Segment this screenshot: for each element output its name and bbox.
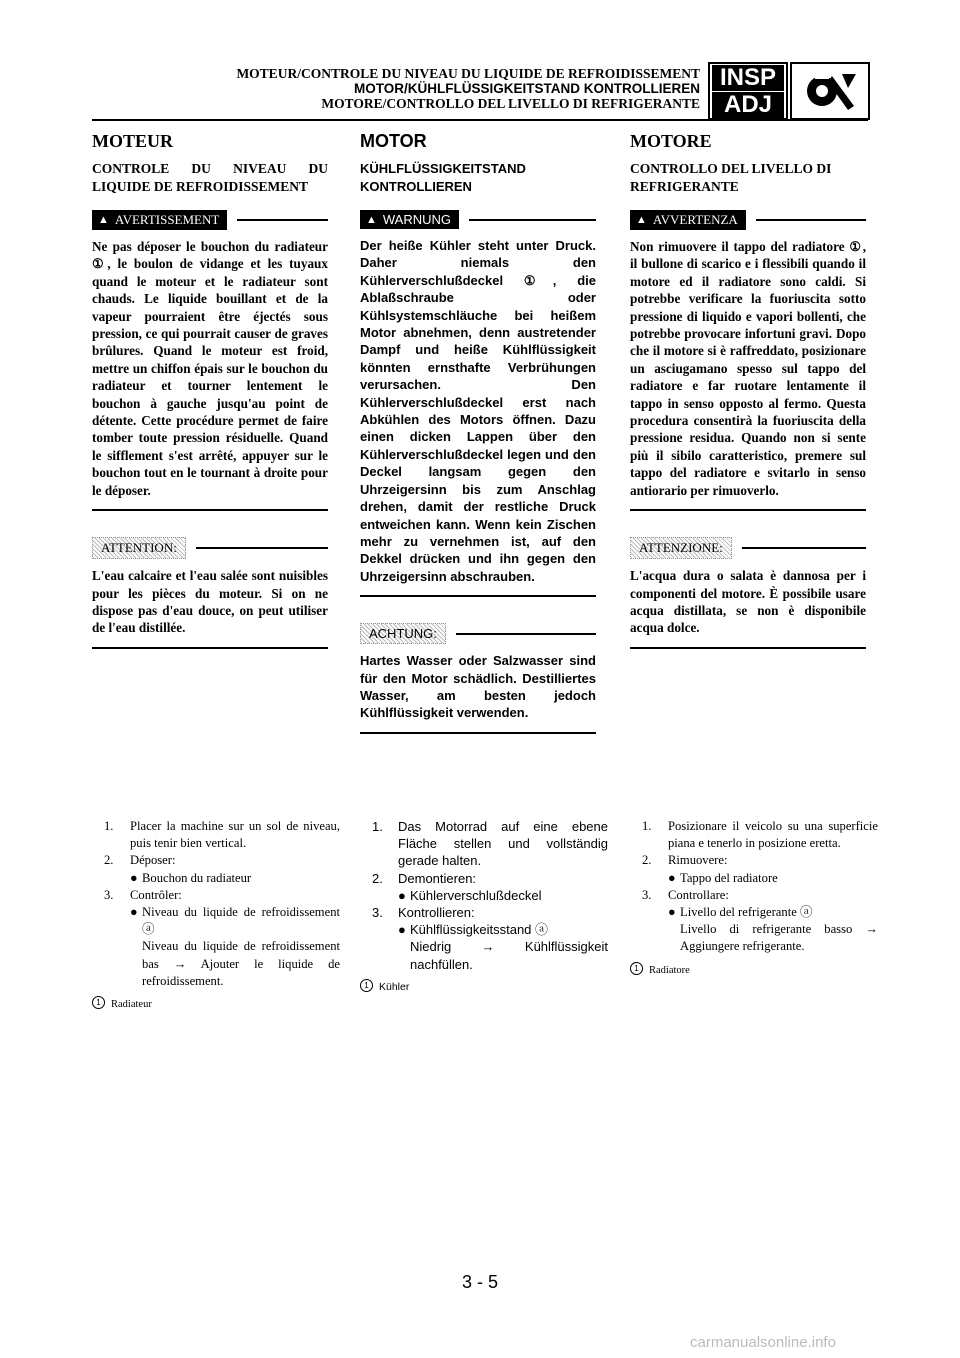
caution-end-rule — [630, 647, 866, 649]
list-continuation: Niedrig → Kühlflüssigkeit nachfüllen. — [410, 939, 608, 972]
list-subitem: ● Livello del refrigerante ⓐ — [642, 904, 878, 921]
list-item: 3. Contrôler: — [104, 887, 182, 902]
section-title: MOTORE — [630, 131, 712, 151]
section-title: MOTOR — [360, 131, 427, 151]
list-subitem: ● Kühlflüssigkeitsstand ⓐ — [398, 922, 549, 938]
list-subitem: ● Tappo del radiatore — [642, 870, 878, 887]
warning-triangle-icon: ▲ — [636, 214, 647, 226]
bullet-icon: ● — [130, 905, 138, 920]
steps-italian — [634, 818, 878, 979]
list-item: 1. Das Motorrad auf eine ebene Fläche stellen und vollständig gerade halten. — [372, 819, 608, 869]
section-title: MOTEUR — [92, 131, 173, 151]
bullet-icon: ● — [668, 905, 676, 920]
warning-label: WARNUNG — [382, 212, 452, 227]
warning-triangle-icon: ▲ — [366, 213, 377, 226]
list-item: 3. Controllare: — [642, 887, 729, 902]
list-item: 1. Posizionare il veicolo su una superficie piana e tenerlo in posizione eretta. — [642, 819, 878, 851]
caution-header — [360, 623, 596, 644]
caution-header — [92, 537, 328, 559]
list-item: 2. Déposer: — [104, 853, 176, 868]
warning-text: Der heiße Kühler steht unter Druck. Daher niemals den Kühlerverschlußdeckel ①, die Ablaßschraube oder Kühlsystemschläuche bei heißem Motor abnehmen, denn austretender Dampf und heiße Kühlflüssigkeit könnten ernsthafte Verbrühungen verursachen. Den Kühlerverschlußdeckel erst nach Abkühlen des Motors öffnen. Dazu einen dicken Lappen über den Kühlerverschlußdeckel legen und den Deckel langsam gegen den Uhrzeigersinn bis zum Anschlag drehen, damit der restliche Druck entweichen kann. Wenn kein Zischen mehr zu vernehmen ist, auf den Dekkel drücken und ihn gegen den Uhrzeigersinn abschrauben. — [360, 238, 596, 584]
warning-label: AVVERTENZA — [652, 212, 738, 227]
footnote: 1 Radiatore — [630, 962, 878, 979]
caution-label: ATTENTION: — [92, 537, 186, 559]
footnote: 1 Radiateur — [92, 996, 340, 1013]
watermark: carmanualsonline.info — [690, 1334, 836, 1351]
steps-german — [364, 818, 608, 996]
caution-end-rule — [92, 647, 328, 649]
caution-label: ATTENZIONE: — [630, 537, 732, 559]
warning-header — [360, 210, 596, 229]
list-item: 3. Kontrollieren: — [372, 905, 475, 921]
page-header — [150, 66, 700, 111]
warning-triangle-icon: ▲ — [98, 214, 109, 226]
warning-end-rule — [92, 509, 328, 511]
warning-header — [92, 210, 328, 230]
list-subitem: ● Bouchon du radiateur — [104, 870, 340, 887]
list-item: 1. Placer la machine sur un sol de niveau, puis tenir bien vertical. — [104, 819, 340, 851]
caution-end-rule — [360, 732, 596, 734]
footnote: 1 Kühler — [360, 979, 608, 996]
warning-end-rule — [630, 509, 866, 511]
warning-end-rule — [360, 595, 596, 597]
caution-text: Hartes Wasser oder Salzwasser sind für den Motor schädlich. Destilliertes Wasser, am besten jedoch Kühlflüssigkeit verwenden. — [360, 653, 596, 721]
steps-french — [96, 818, 340, 1013]
header-line-de: MOTOR/KÜHLFLÜSSIGKEITSTAND KONTROLLIEREN — [354, 81, 700, 96]
list-subitem: ● Niveau du liquide de refroidissement ⓐ — [104, 904, 340, 938]
page-number: 3 - 5 — [461, 1272, 499, 1292]
caution-text: L'eau calcaire et l'eau salée sont nuisibles pour les pièces du moteur. Si on ne dispose pas d'eau douce, on peut utiliser de l'eau distillée. — [92, 568, 328, 636]
list-item: 2. Demontieren: — [372, 870, 477, 886]
list-continuation: Livello di refrigerante basso → Aggiungere refrigerante. — [680, 922, 878, 954]
bullet-icon: ● — [398, 922, 406, 938]
caution-text: L'acqua dura o salata è dannosa per i componenti del motore. È possibile usare acqua distillata, se non è disponibile acqua dolce. — [630, 568, 866, 636]
section-subtitle: KÜHLFLÜSSIGKEITSTAND KONTROLLIEREN — [360, 161, 526, 194]
warning-label: AVERTISSEMENT — [114, 212, 220, 227]
bullet-icon: ● — [130, 870, 138, 885]
bullet-icon: ● — [398, 887, 406, 903]
column-italian — [630, 130, 866, 649]
badge-bottom: ADJ — [712, 92, 784, 118]
caution-header — [630, 537, 866, 559]
badge-top: INSP — [712, 65, 784, 91]
warning-text: Non rimuovere il tappo del radiatore ①, il bullone di scarico e i flessibili quando il motore ed il radiatore sono caldi. Si potrebbe verificare la fuoriuscita sotto pressione di liquido e vapori bollenti, che potrebbe provocare infortuni gravi. Dopo che il motore si è raffreddato, posizionare un asciugamano spesso sul tappo del radiatore e far ruotare lentamente il tappo in senso opposto al fermo. Questa procedura consentirà la fuoriuscita della pressione residua. Quando non si sente più il sibilo caratteristico, premere sul tappo del radiatore e svitarlo in senso antiorario per rimuoverlo. — [630, 239, 866, 498]
list-continuation: Niveau du liquide de refroidissement bas → Ajouter le liquide de refroidissement. — [142, 939, 340, 988]
column-german — [360, 130, 596, 734]
header-line-it: MOTORE/CONTROLLO DEL LIVELLO DI REFRIGERANTE — [321, 96, 700, 111]
insp-adj-badge — [708, 62, 788, 120]
header-line-fr: MOTEUR/CONTROLE DU NIVEAU DU LIQUIDE DE REFROIDISSEMENT — [236, 66, 700, 81]
warning-header — [630, 210, 866, 230]
bullet-icon: ● — [668, 870, 676, 885]
list-subitem: ● Kühlerverschlußdeckel — [398, 887, 542, 903]
list-item: 2. Rimuovere: — [642, 853, 728, 868]
column-french — [92, 130, 328, 649]
caution-label: ACHTUNG: — [360, 623, 446, 644]
warning-text: Ne pas déposer le bouchon du radiateur ①, le boulon de vidange et les tuyaux quand le moteur et le radiateur sont chauds. Le liquide bouillant et de la vapeur pourraient être éjectés sous pression, ce qui pourrait causer de graves brûlures. Quand le moteur est froid, mettre un chiffon épais sur le bouchon du radiateur et tourner lentement le bouchon à gauche jusqu'au point de détente. Cette procédure permet de faire tomber toute pression résiduelle. Quand le sifflement s'est arrêté, appuyer sur le bouchon tout en le tournant à droite pour le déposer. — [92, 239, 328, 498]
wrench-icon — [790, 62, 870, 120]
section-subtitle: CONTROLLO DEL LIVELLO DI REFRIGERANTE — [630, 161, 832, 194]
section-subtitle: CONTROLE DU NIVEAU DU LIQUIDE DE REFROIDISSEMENT — [92, 161, 328, 194]
